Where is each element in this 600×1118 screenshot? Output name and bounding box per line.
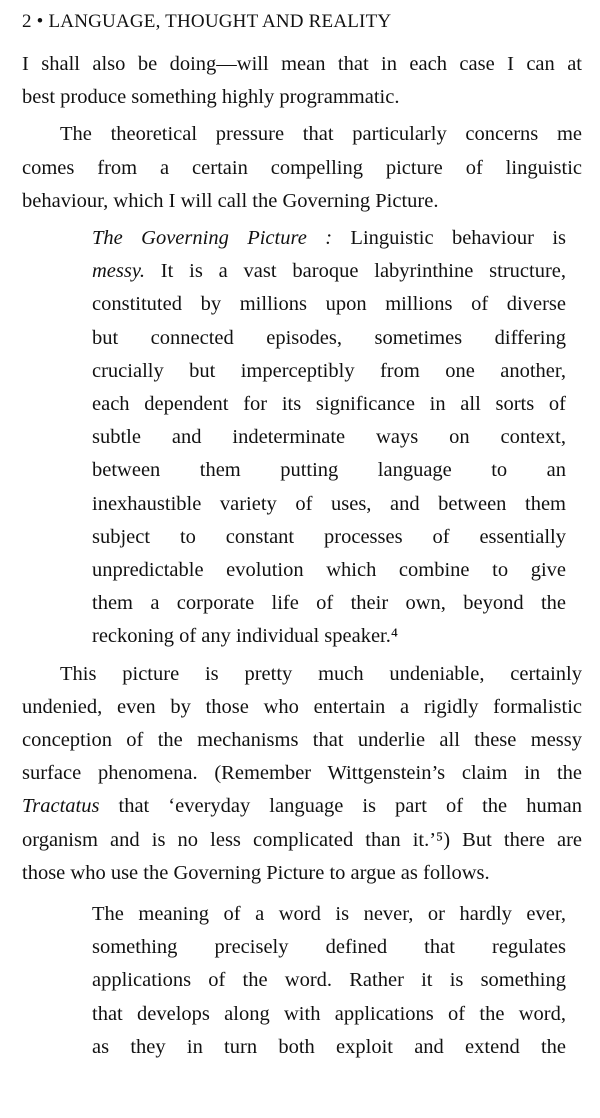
quote-line: subtle and indeterminate ways on context, [92,426,566,449]
text-line: This picture is pretty much undeniable, certainly [60,662,582,685]
quote-line: unpredictable evolution which combine to give [92,559,566,582]
header-bullet: • [36,11,44,32]
paragraph-1 [22,48,582,114]
quote-line: The meaning of a word is never, or hardly ever, [92,903,566,926]
italic-term: messy. [92,260,145,283]
italic-term: The Governing Picture : [92,227,333,250]
block-quote-argument [92,898,566,1064]
text-line: behaviour, which I will call the Governing Picture. [22,189,439,212]
quote-line: them a corporate life of their own, beyond the [92,592,566,615]
paragraph-2 [22,118,582,218]
quote-line: between them putting language to an [92,459,566,482]
running-title: LANGUAGE, THOUGHT AND REALITY [48,11,392,32]
quote-line: each dependent for its significance in all sorts of [92,393,566,416]
quote-line: that develops along with applications of the word, [92,1002,566,1025]
quote-line: messy. It is a vast baroque labyrinthine structure, [92,260,566,283]
text-line: undenied, even by those who entertain a rigidly formalistic [22,695,582,718]
text-line: Tractatus that ‘everyday language is part of the human [22,795,582,818]
quote-line: crucially but imperceptibly from one another, [92,359,566,382]
quote-line: applications of the word. Rather it is something [92,969,566,992]
text-line: those who use the Governing Picture to argue as follows. [22,861,490,884]
quote-line: The Governing Picture : Linguistic behaviour is [92,227,566,250]
quote-line: something precisely defined that regulates [92,936,566,959]
paragraph-3 [22,658,582,890]
text-line: best produce something highly programmatic. [22,86,400,109]
page-number: 2 [22,11,32,32]
quote-line: as they in turn both exploit and extend the [92,1035,566,1058]
text-line: conception of the mechanisms that underlie all these messy [22,729,582,752]
quote-line: reckoning of any individual speaker.⁴ [92,625,399,648]
text-line: I shall also be doing—will mean that in each case I can at [22,53,582,75]
quote-line: but connected episodes, sometimes differing [92,326,566,349]
block-quote-governing-picture [92,222,566,654]
quote-line: inexhaustible variety of uses, and between them [92,492,566,515]
quote-line: subject to constant processes of essentially [92,525,566,548]
text-line: organism and is no less complicated than it.’⁵) But there are [22,828,582,851]
text-line: comes from a certain compelling picture of linguistic [22,156,582,179]
running-head [22,8,582,36]
quote-line: constituted by millions upon millions of diverse [92,293,566,316]
text-line: The theoretical pressure that particularly concerns me [60,123,582,146]
italic-title: Tractatus [22,795,100,818]
text-line: surface phenomena. (Remember Wittgenstein’s claim in the [22,762,582,785]
